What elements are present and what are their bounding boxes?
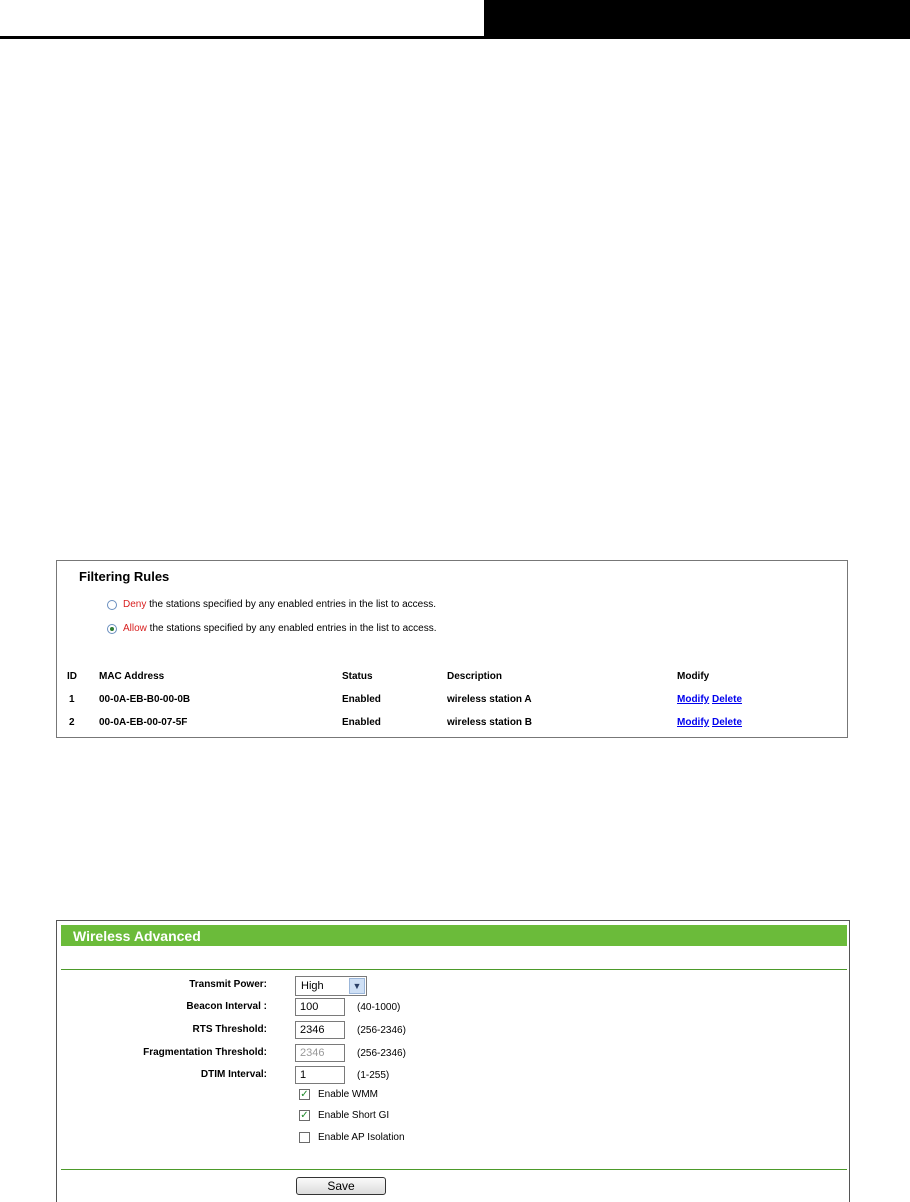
col-header-id: ID xyxy=(67,671,77,682)
header-black-block xyxy=(484,0,910,37)
modify-link[interactable]: Modify xyxy=(677,694,710,705)
deny-radio[interactable] xyxy=(107,600,117,610)
header-rule xyxy=(0,36,910,39)
col-header-status: Status xyxy=(342,671,373,682)
allow-text: the stations specified by any enabled entries in the list to access. xyxy=(146,623,437,634)
delete-link[interactable]: Delete xyxy=(712,694,743,705)
bottom-divider xyxy=(61,1169,847,1170)
rts-threshold-input[interactable]: 2346 xyxy=(295,1021,345,1039)
dtim-interval-label: DTIM Interval: xyxy=(200,1069,267,1080)
delete-link[interactable]: Delete xyxy=(712,717,743,728)
filtering-rules-panel xyxy=(56,560,848,738)
wireless-advanced-header xyxy=(61,925,847,946)
col-header-mac: MAC Address xyxy=(99,671,165,682)
deny-keyword: Deny xyxy=(123,599,147,610)
row-description: wireless station B xyxy=(447,717,533,728)
allow-keyword: Allow xyxy=(123,623,147,634)
allow-option-row[interactable] xyxy=(107,623,437,634)
beacon-interval-label: Beacon Interval : xyxy=(186,1001,267,1012)
beacon-interval-input[interactable]: 100 xyxy=(295,998,345,1016)
row-status: Enabled xyxy=(342,717,381,728)
fragmentation-threshold-input: 2346 xyxy=(295,1044,345,1062)
wireless-advanced-panel xyxy=(56,920,850,1202)
dtim-interval-input[interactable]: 1 xyxy=(295,1066,345,1084)
dtim-interval-range: (1-255) xyxy=(357,1070,390,1081)
enable-ap-isolation-label: Enable AP Isolation xyxy=(318,1132,405,1143)
fragmentation-threshold-label: Fragmentation Threshold: xyxy=(143,1047,267,1058)
enable-ap-isolation-row[interactable] xyxy=(299,1132,405,1143)
col-header-modify: Modify xyxy=(677,671,710,682)
col-header-description: Description xyxy=(447,671,503,682)
row-mac: 00-0A-EB-00-07-5F xyxy=(99,717,188,728)
transmit-power-select[interactable] xyxy=(295,976,367,996)
enable-wmm-label: Enable WMM xyxy=(318,1089,379,1100)
save-button[interactable]: Save xyxy=(296,1177,386,1195)
deny-option-row[interactable] xyxy=(107,599,436,610)
row-description: wireless station A xyxy=(447,694,532,705)
rts-threshold-range: (256-2346) xyxy=(357,1025,406,1036)
document-header xyxy=(0,0,910,40)
enable-short-gi-checkbox[interactable]: ✓ xyxy=(300,1110,309,1121)
enable-short-gi-label: Enable Short GI xyxy=(318,1110,390,1121)
row-id: 1 xyxy=(69,694,75,705)
enable-wmm-row[interactable] xyxy=(299,1089,378,1100)
row-id: 2 xyxy=(69,717,75,728)
row-status: Enabled xyxy=(342,694,381,705)
row-mac: 00-0A-EB-B0-00-0B xyxy=(99,694,191,705)
allow-radio[interactable] xyxy=(107,624,117,634)
transmit-power-label: Transmit Power: xyxy=(189,979,267,990)
enable-wmm-checkbox[interactable]: ✓ xyxy=(300,1089,309,1100)
top-divider xyxy=(61,969,847,970)
beacon-interval-range: (40-1000) xyxy=(357,1002,401,1013)
deny-text: the stations specified by any enabled entries in the list to access. xyxy=(146,599,436,610)
wireless-advanced-title: Wireless Advanced xyxy=(73,928,201,944)
fragmentation-threshold-range: (256-2346) xyxy=(357,1048,406,1059)
enable-short-gi-row[interactable] xyxy=(299,1110,389,1121)
transmit-power-value: High xyxy=(301,980,324,992)
modify-link[interactable]: Modify xyxy=(677,717,710,728)
filtering-rules-title: Filtering Rules xyxy=(79,569,170,584)
chevron-down-icon[interactable]: ▼ xyxy=(349,978,365,994)
enable-ap-isolation-checkbox[interactable] xyxy=(299,1132,310,1143)
rts-threshold-label: RTS Threshold: xyxy=(192,1024,267,1035)
